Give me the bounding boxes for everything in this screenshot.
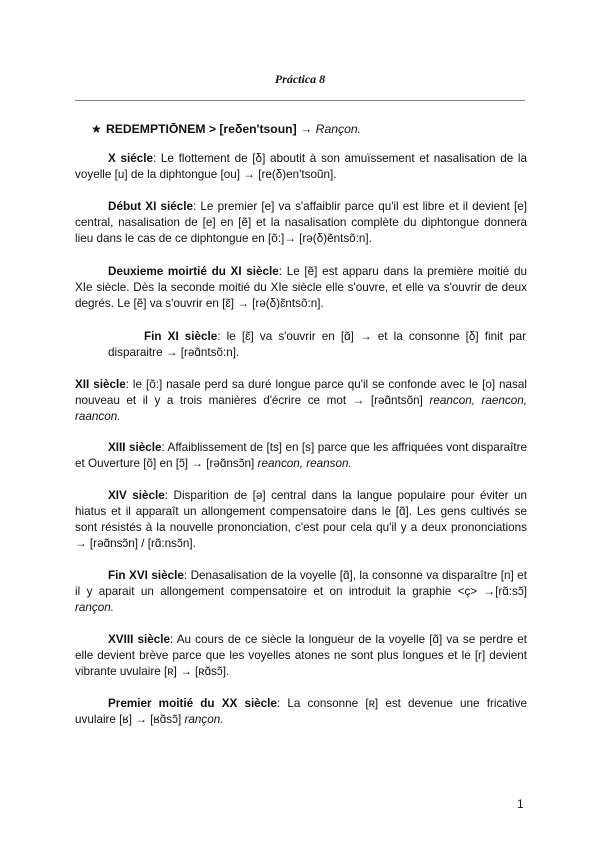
paragraph-x-siecle: [75, 151, 527, 183]
paragraph-fin-xvi-siecle: [75, 568, 527, 616]
star-icon: ★: [91, 122, 102, 136]
paragraph-xiv-siecle: [75, 488, 527, 552]
paragraph-label: XII siècle: [75, 378, 126, 391]
paragraph-text: : Le [ẽ] est apparu dans la première moitié du XIe siècle. Dès la seconde moitié du XIe siècle elle s'ouvre, et elle va s'ouvrir de deux degrés. Le [ẽ] va s'ouvrir en [ɛ̃] → [rə(δ)ɛ̃ntsõ:n].: [75, 265, 527, 310]
paragraph-text: : Denasalisation de la voyelle [ɑ̃], la consonne va disparaître [n] et il y aparait un allongement compensatoire et on introduit la graphie <ç> →[rɑ̃:sɔ̃]: [75, 569, 527, 598]
paragraph-xviii-siecle: [75, 632, 527, 680]
heading-term: REDEMPTIŌNEM > [reδen'tsoun]: [105, 122, 297, 136]
paragraph-label: XIII siècle: [108, 441, 162, 454]
paragraph-text: : Le premier [e] va s'affaiblir parce qu'il est libre et il devient [e] central, nasalisation de [e] en [ẽ] et la nasalisation complète du diphtongue donnera lieu dans le cas de ce diphtongue en [õ:]→ [rə(δ)ẽntsõ:n].: [75, 200, 527, 245]
paragraph-label: XVIII siècle: [108, 633, 170, 646]
paragraph-fin-xi-siecle: [108, 329, 526, 361]
paragraph-text: : Le flottement de [δ] aboutit à son amuïssement et nasalisation de la voyelle [u] de la diphtongue [ou] → [re(δ)en'tsoũn].: [75, 152, 527, 181]
paragraph-italic: reancon, raencon, raancon.: [75, 394, 527, 423]
paragraph-label: Premier moitié du XX siècle: [108, 697, 277, 710]
paragraph-text: : le [ɛ̃] va s'ouvrir en [ɑ̃] → et la consonne [δ] finit par disparaitre → [rəɑ̃ntsõ:n].: [108, 330, 526, 359]
paragraph-label: Deuxieme moirtié du XI siècle: [108, 265, 279, 278]
paragraph-premier-moitie-xx: [75, 696, 527, 728]
paragraph-label: Fin XI siècle: [144, 330, 218, 343]
paragraph-text: : le [õ:] nasale perd sa duré longue parce qu'il se confonde avec le [o] nasal nouveau et il y a trois manières d'écrire ce mot → [rəɑ̃ntsõn]: [75, 378, 527, 407]
paragraph-label: Début XI siécle: [108, 200, 193, 213]
paragraph-label: Fin XVI siècle: [108, 569, 184, 582]
paragraph-text: : La consonne [ʀ] est devenue une fricative uvulaire [ʁ] → [ʁɑ̃sɔ̃]: [75, 697, 527, 726]
paragraph-xiii-siecle: [75, 440, 527, 472]
paragraph-text: : Affaiblissement de [ts] en [s] parce que les affriquées vont disparaître et Ouverture [õ] en [ɔ̃] → [rəɑ̃nsɔ̃n]: [75, 441, 528, 470]
paragraph-text: : Au cours de ce siècle la longueur de la voyelle [ɑ̃] va se perdre et elle devient brève parce que les voyelles atones ne sont plus longues et le [r] devient vibrante uvulaire [ʀ] → [ʀɑ̃sɔ̃].: [75, 633, 527, 678]
paragraph-label: XIV siècle: [108, 489, 165, 502]
paragraph-text: : Disparition de [ə] central dans la langue populaire pour éviter un hiatus et il apparaît un allongement compensatoire dans le [ɑ̃]. Les gens cultivés se sont résistés à la nouvelle prononciation, c'est pour cela qu'il y a deux prononciations → [rəɑ̃nsɔ̃n] / [rɑ̃:nsɔ̃n].: [75, 489, 527, 550]
paragraph-xii-siecle: [75, 377, 527, 425]
paragraph-label: X siécle: [108, 152, 153, 165]
etymology-heading: [91, 122, 361, 136]
paragraph-italic: rançon.: [184, 713, 224, 726]
page-number: 1: [517, 797, 524, 811]
heading-result: Rançon.: [315, 122, 362, 136]
heading-arrow: →: [296, 122, 316, 136]
paragraph-italic: rançon.: [75, 601, 114, 614]
paragraph-deuxieme-moitie-xi: [75, 264, 527, 312]
title-rule: [75, 100, 525, 101]
paragraph-debut-xi-siecle: [75, 199, 527, 247]
page-title: Práctica 8: [274, 72, 326, 86]
paragraph-italic: reancon, reanson.: [257, 457, 352, 470]
